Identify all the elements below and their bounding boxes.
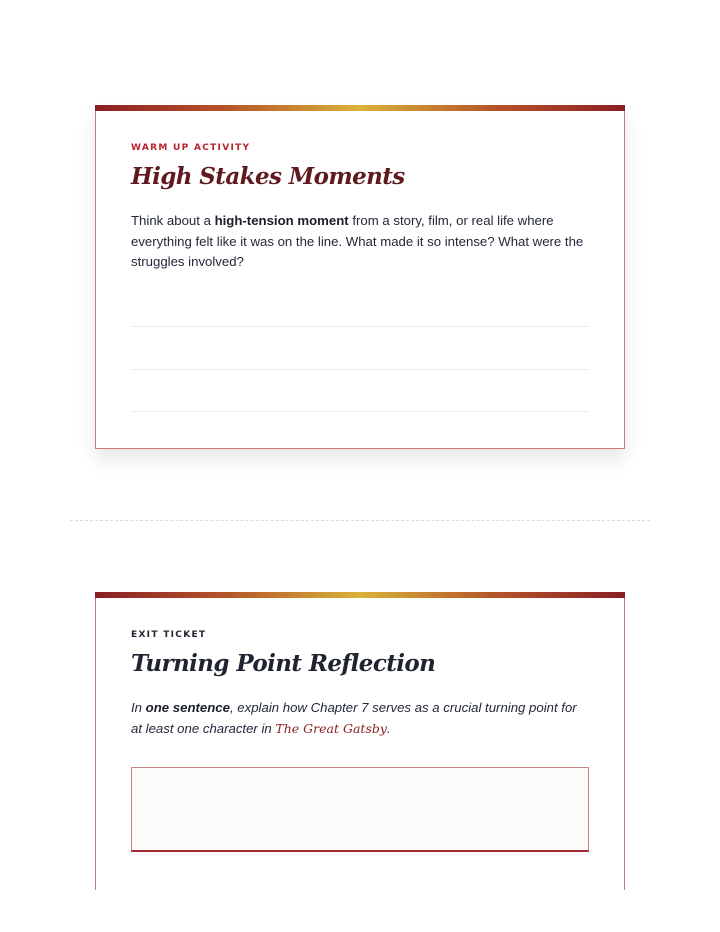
- answer-line-1[interactable]: [131, 326, 589, 327]
- exit-ticket-title: Turning Point Reflection: [131, 650, 436, 677]
- exit-prompt-bold: one sentence: [145, 700, 230, 715]
- warmup-prompt-end: from a story, film, or real life where everything felt like it was on the line. What made it so intense? What were the struggles involved?: [131, 213, 584, 269]
- exit-ticket-label: EXIT TICKET: [131, 630, 207, 640]
- warmup-title: High Stakes Moments: [131, 163, 405, 190]
- book-title: The Great Gatsby: [275, 720, 387, 736]
- warmup-prompt: [131, 211, 591, 273]
- answer-line-2[interactable]: [131, 369, 589, 370]
- card-accent-bar: [95, 592, 625, 598]
- answer-line-3[interactable]: [131, 411, 589, 412]
- exit-prompt-start: In: [131, 700, 146, 715]
- exit-ticket-card: [95, 592, 625, 890]
- section-divider: [70, 520, 650, 521]
- card-accent-bar: [95, 105, 625, 111]
- warmup-prompt-bold: high-tension moment: [214, 213, 349, 228]
- warmup-card: [95, 105, 625, 449]
- exit-answer-box[interactable]: [131, 767, 589, 852]
- warmup-prompt-start: Think about a: [131, 213, 215, 228]
- exit-prompt-mid: , explain how Chapter 7 serves as a crucial turning point for at least one character in: [131, 700, 577, 736]
- exit-prompt-end: .: [386, 720, 391, 736]
- warmup-label: WARM UP ACTIVITY: [131, 143, 251, 153]
- exit-ticket-prompt: [131, 698, 591, 739]
